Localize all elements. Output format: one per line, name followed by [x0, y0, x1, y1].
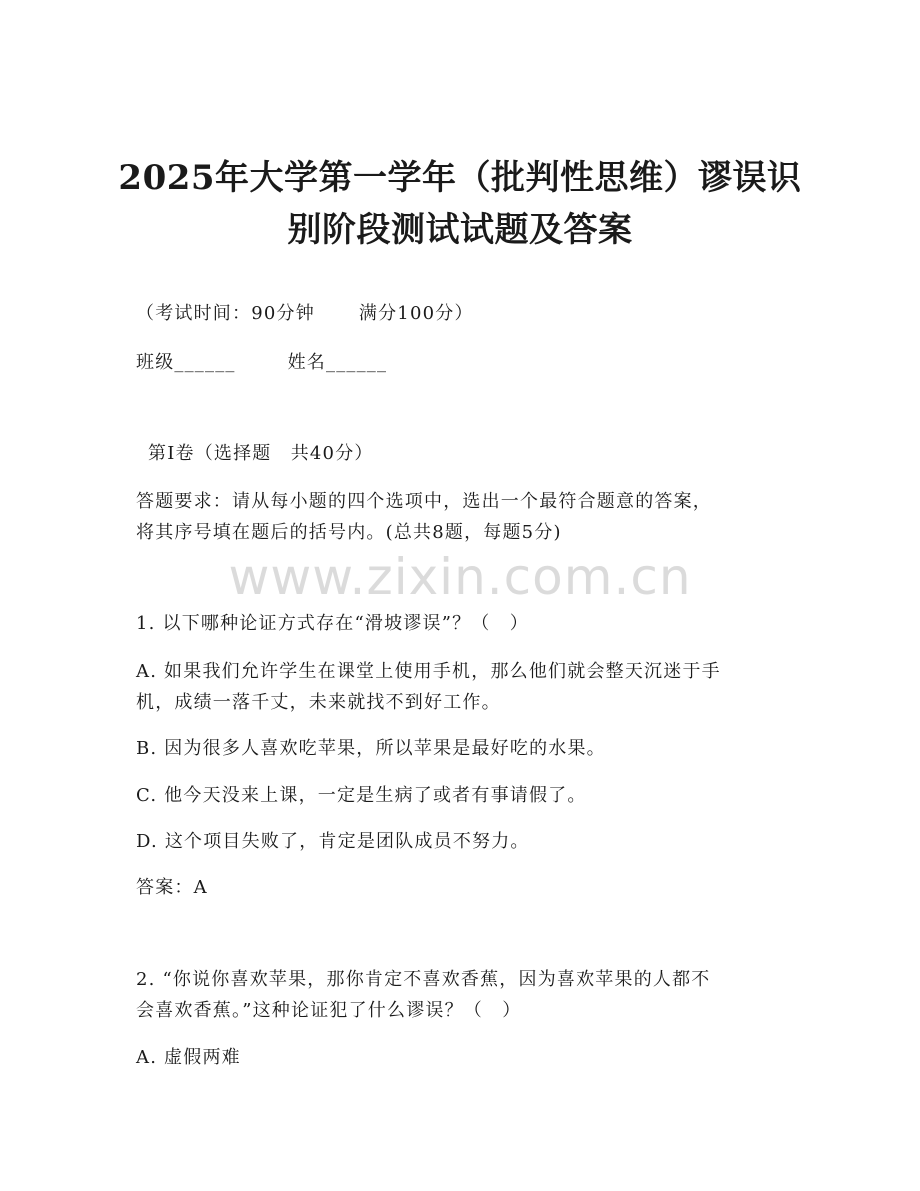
exam-info — [136, 302, 474, 326]
question-1-option-c: C. 他今天没来上课，一定是生病了或者有事请假了。 — [136, 785, 587, 806]
class-field: 班级______ — [136, 352, 236, 373]
question-1-option-d: D. 这个项目失败了，肯定是团队成员不努力。 — [136, 831, 530, 852]
exam-time: （考试时间：90分钟 — [136, 303, 315, 324]
document-title-line-1: 2025年大学第一学年（批判性思维）谬误识 — [118, 158, 802, 198]
document-title-line-2: 别阶段测试试题及答案 — [287, 210, 633, 250]
question-1-stem: 1. 以下哪种论证方式存在“滑坡谬误”？（ ） — [136, 613, 529, 634]
question-1-answer: 答案：A — [136, 877, 208, 898]
question-2-stem-line-1: 2. “你说你喜欢苹果，那你肯定不喜欢香蕉，因为喜欢苹果的人都不 — [136, 969, 711, 990]
watermark: www.zixin.com.cn — [228, 548, 692, 606]
question-2-stem-line-2: 会喜欢香蕉。”这种论证犯了什么谬误？（ ） — [136, 1000, 522, 1021]
section-heading: 第Ⅰ卷（选择题 共40分） — [148, 443, 374, 464]
student-info — [136, 351, 387, 375]
question-1-option-a-line-2: 机，成绩一落千丈，未来就找不到好工作。 — [136, 692, 501, 713]
name-field: 姓名______ — [287, 352, 388, 373]
question-2-option-a: A. 虚假两难 — [136, 1047, 241, 1068]
instructions-line-1: 答题要求：请从每小题的四个选项中，选出一个最符合题意的答案， — [136, 491, 712, 512]
question-1-option-b: B. 因为很多人喜欢吃苹果，所以苹果是最好吃的水果。 — [136, 738, 606, 759]
full-score: 满分100分） — [358, 303, 474, 324]
instructions-line-2: 将其序号填在题后的括号内。(总共8题，每题5分) — [136, 522, 562, 543]
question-1-option-a-line-1: A. 如果我们允许学生在课堂上使用手机，那么他们就会整天沉迷于手 — [136, 661, 721, 682]
